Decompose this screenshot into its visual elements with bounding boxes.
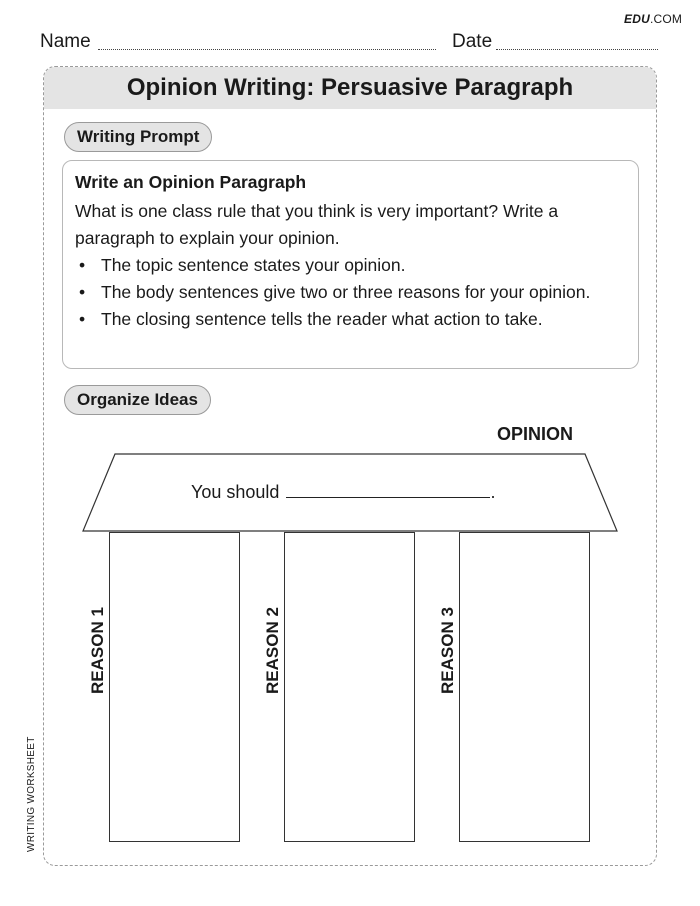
logo-suffix: .COM — [649, 12, 683, 26]
date-label: Date — [452, 31, 493, 52]
name-label: Name — [40, 31, 91, 52]
writing-prompt-pill: Writing Prompt — [64, 122, 212, 152]
page-title: Opinion Writing: Persuasive Paragraph — [44, 67, 656, 109]
opinion-label: OPINION — [497, 424, 574, 444]
opinion-sentence — [191, 482, 495, 503]
side-label: WRITING WORKSHEET — [26, 736, 37, 852]
prompt-bullet: • The topic sentence states your opinion. — [75, 252, 626, 279]
opinion-period: . — [490, 482, 496, 502]
reason-2-label: REASON 2 — [263, 607, 282, 694]
you-should-text: You should — [191, 482, 280, 502]
prompt-bullet: • The body sentences give two or three reasons for your opinion. — [75, 279, 626, 306]
prompt-bullet: • The closing sentence tells the reader what action to take. — [75, 306, 626, 333]
reason-3-label: REASON 3 — [438, 607, 457, 694]
logo-brand: EDU — [624, 12, 650, 26]
reason-1-box[interactable] — [109, 532, 240, 842]
reason-3-box[interactable] — [459, 532, 590, 842]
reason-2-box[interactable] — [284, 532, 415, 842]
reason-1-label: REASON 1 — [88, 607, 107, 694]
prompt-question: What is one class rule that you think is very important? Write a paragraph to explain your opinion. — [75, 201, 559, 248]
prompt-heading: Write an Opinion Paragraph — [75, 172, 307, 192]
organize-ideas-pill: Organize Ideas — [64, 385, 211, 415]
opinion-blank[interactable] — [286, 483, 490, 498]
